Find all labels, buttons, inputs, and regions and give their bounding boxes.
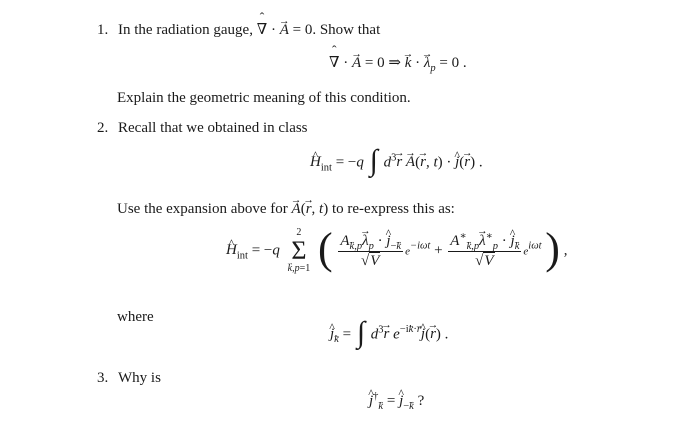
item-number: 1. bbox=[97, 22, 109, 38]
item-text: Recall that we obtained in class bbox=[118, 120, 308, 136]
item-number: 3. bbox=[97, 370, 109, 386]
summation: 2 Σ → k,p=1 bbox=[288, 228, 311, 274]
item-3 bbox=[97, 371, 161, 386]
item-1 bbox=[97, 23, 380, 38]
equation-hermitian: ^ $j^\dagger_k$ = ^ $j_{-k}$ ? bbox=[369, 394, 424, 409]
item-2-follow-up: Use the expansion above for → A(→ r, t) to re-express this as: bbox=[117, 202, 455, 217]
equation-current-mode: ^ $j_k$ = ∫ $d^3\to r$ $e^{-ik\cdot r}\^{}$ j(→ r) . bbox=[330, 320, 448, 350]
item-1-follow-up: Explain the geometric meaning of this condition. bbox=[117, 90, 411, 106]
item-text: Why is bbox=[118, 370, 161, 386]
item-text: . Show that bbox=[312, 22, 381, 38]
item-text: In the radiation gauge, bbox=[118, 22, 257, 38]
equation-gauge: ˆ ∇ · → A = 0 ⇒ → k · → $\lambda_p = 0$ . bbox=[329, 56, 467, 71]
equation-hamiltonian: ^ $H_{int} = -q$ ∫ $d^3\to r \to A(\to r$, t) · ^ j(→ r) . bbox=[310, 148, 483, 178]
item-2 bbox=[97, 121, 308, 136]
item-number: 2. bbox=[97, 120, 109, 136]
where-label: where bbox=[117, 309, 154, 325]
equation-expansion: ^ $H_{int} = -q$ 2 Σ → k,p=1 ( $\frac{A_{k,p}\to \lambda_p \cdot \^{} j_{-k}}{√V}$ $e^{-i\omega t}$ + $\frac{A^∗_{k,p}\to \lambda^∗_p \cdot \^{} j_k}{√V}$ $e^{i\omega t}$ ) , bbox=[226, 228, 567, 274]
inline-equation: ˆ ∇ · → A = 0 bbox=[257, 22, 313, 38]
